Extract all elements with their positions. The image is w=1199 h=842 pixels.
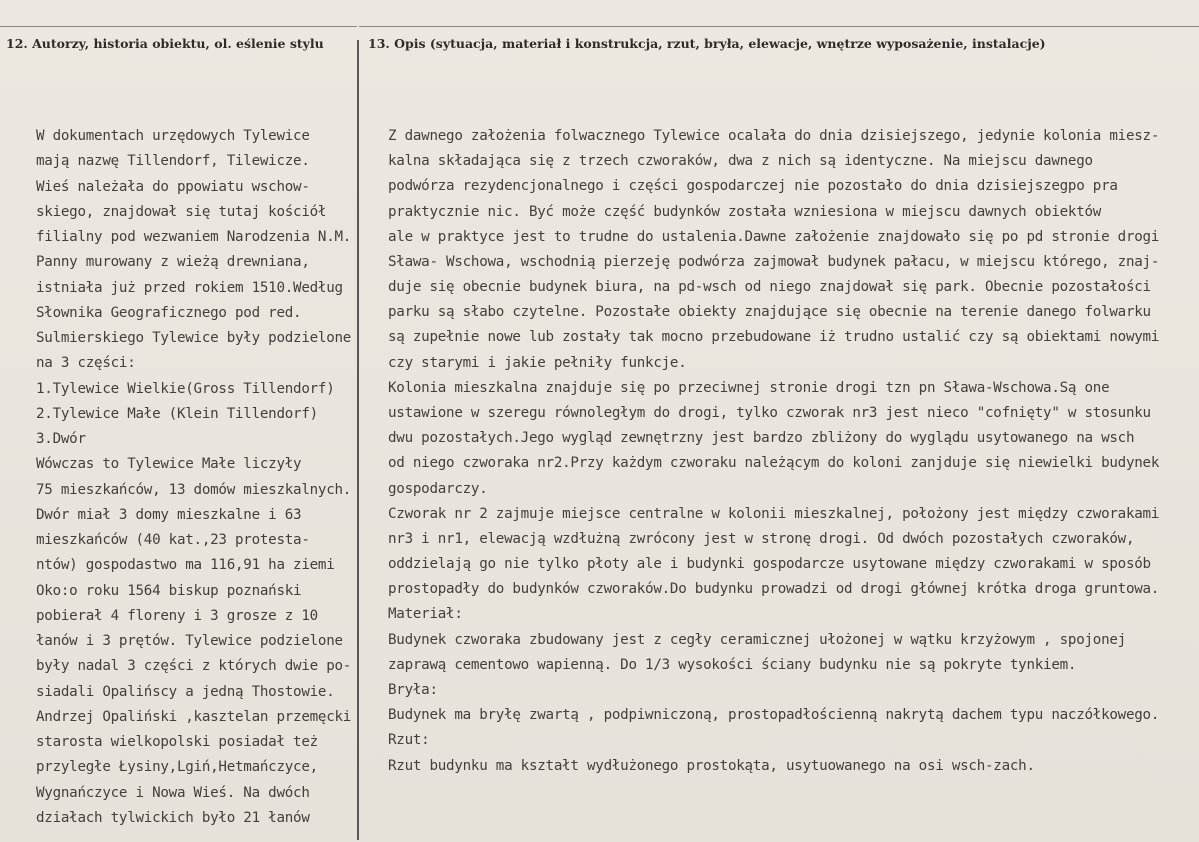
text-line: Materiał: [388, 606, 463, 623]
text-line: oddzielają go nie tylko płoty ale i budynki gospodarcze usytowane między czworakami w sposób [388, 556, 1151, 573]
text-line: 1.Tylewice Wielkie(Gross Tillendorf) [36, 380, 335, 397]
text-line: były nadal 3 części z których dwie po- [36, 658, 352, 675]
text-line: 75 mieszkańców, 13 domów mieszkalnych. [36, 481, 352, 498]
header-rule-left [0, 26, 357, 27]
text-line: Czworak nr 2 zajmuje miejsce centralne w kolonii mieszkalnej, położony jest między czworakami [388, 505, 1160, 522]
text-line: ale w praktyce jest to trudne do ustalenia.Dawne założenie znajdowało się po pd stronie drogi [388, 228, 1160, 245]
text-line: ustawione w szeregu równoległym do drogi, tylko czworak nr3 jest nieco "cofnięty" w stosunku [388, 404, 1151, 421]
text-line: mają nazwę Tillendorf, Tilewicze. [36, 153, 310, 170]
text-line: Wygnańczyce i Nowa Wieś. Na dwóch [36, 784, 310, 801]
text-line: Dwór miał 3 domy mieszkalne i 63 [36, 506, 302, 523]
text-line: Sława- Wschowa, wschodnią pierzeję podwórza zajmował budynek pałacu, w miejscu którego, znaj- [388, 253, 1160, 270]
text-line: filialny pod wezwaniem Narodzenia N.M. [36, 229, 352, 245]
text-line: są zupełnie nowe lub zostały tak mocno przebudowane iż trudno ustalić czy są obiektami nowymi [388, 329, 1160, 346]
text-line: Słownika Geograficznego pod red. [36, 304, 302, 321]
header-rule-right [359, 26, 1199, 27]
text-line: starosta wielkopolski posiadał też [36, 734, 318, 750]
text-line: Rzut budynku ma kształt wydłużonego prostokąta, usytuowanego na osi wsch-zach. [388, 757, 1035, 774]
text-line: ntów) gospodastwo ma 116,91 ha ziemi [36, 557, 335, 574]
text-line: W dokumentach urzędowych Tylewice [36, 128, 310, 144]
text-line: kalna składająca się z trzech czworaków, dwa z nich są identyczne. Na miejscu dawnego [388, 153, 1093, 170]
text-line: pobierał 4 floreny i 3 grosze z 10 [36, 607, 318, 624]
text-line: podwórza rezydencjonalnego i części gospodarczej nie pozostało do dnia dzisiejszegpo pra [388, 178, 1118, 195]
text-line: przyległe Łysiny,Lgiń,Hetmańczyce, [36, 759, 318, 776]
section-12-title: 12. Autorzy, historia obiektu, ol. eślenie stylu [6, 36, 324, 51]
text-line: Kolonia mieszkalna znajduje się po przeciwnej stronie drogi tzn pn Sława-Wschowa.Są one [388, 379, 1110, 396]
text-line: Wieś należała do ppowiatu wschow- [36, 178, 310, 195]
text-line: skiego, znajdował się tutaj kościół [36, 203, 327, 220]
text-line: łanów i 3 prętów. Tylewice podzielone [36, 633, 343, 649]
text-line: od niego czworaka nr2.Przy każdym czworaku należącym do koloni zanjduje się niewielki budynek [388, 455, 1160, 472]
text-line: parku są słabo czytelne. Pozostałe obiekty znajdujące się obecnie na terenie danego folwarku [388, 304, 1151, 321]
section-13-title: 13. Opis (sytuacja, materiał i konstrukcja, rzut, bryła, elewacje, wnętrze wyposażenie, instalacje) [368, 36, 1046, 51]
text-line: zaprawą cementowo wapienną. Do 1/3 wysokości ściany budynku nie są pokryte tynkiem. [388, 656, 1077, 673]
text-line: 2.Tylewice Małe (Klein Tillendorf) [36, 405, 318, 422]
text-line: czy starymi i jakie pełniły funkcje. [388, 354, 687, 371]
text-line: Andrzej Opaliński ,kasztelan przemęcki [36, 708, 352, 725]
text-line: Oko:o roku 1564 biskup poznański [36, 582, 302, 599]
text-line: duje się obecnie budynek biura, na pd-wsch od niego znajdował się park. Obecnie pozostałości [388, 279, 1151, 296]
text-line: Wówczas to Tylewice Małe liczyły [36, 456, 302, 473]
text-line: Panny murowany z wieżą drewniana, [36, 254, 310, 271]
text-line: Budynek ma bryłę zwartą , podpiwniczoną, prostopadłościenną nakrytą dachem typu naczółkowego. [388, 707, 1160, 724]
text-line: na 3 części: [36, 355, 136, 372]
text-line: prostopadły do budynków czworaków.Do budynku prowadzi od drogi głównej krótka droga gruntowa. [388, 581, 1160, 598]
text-line: Rzut: [388, 732, 430, 749]
text-line: nr3 i nr1, elewacją wzdłużną zwrócony jest w stronę drogi. Od dwóch pozostałych czworaków, [388, 530, 1135, 547]
text-line: mieszkańców (40 kat.,23 protesta- [36, 532, 310, 548]
text-line: Bryła: [388, 681, 438, 698]
text-line: praktycznie nic. Być może część budynków została wzniesiona w miejscu dawnych obiektów [388, 203, 1102, 220]
column-divider [357, 40, 359, 840]
text-line: dwu pozostałych.Jego wygląd zewnętrzny jest bardzo zbliżony do wyglądu usytowanego na wsch [388, 430, 1135, 447]
text-line: Sulmierskiego Tylewice były podzielone [36, 330, 352, 346]
text-line: działach tylwickich było 21 łanów [36, 809, 310, 826]
text-line: siadali Opalińscy a jedną Thostowie. [36, 683, 335, 700]
text-line: gospodarczy. [388, 480, 488, 497]
text-line: Budynek czworaka zbudowany jest z cegły ceramicznej ułożonej w wątku krzyżowym , spojonej [388, 631, 1126, 648]
text-line: istniała już przed rokiem 1510.Według [36, 279, 343, 296]
text-line: Z dawnego założenia folwacznego Tylewice ocalała do dnia dzisiejszego, jedynie kolonia miesz- [388, 128, 1160, 144]
text-line: 3.Dwór [36, 431, 86, 447]
